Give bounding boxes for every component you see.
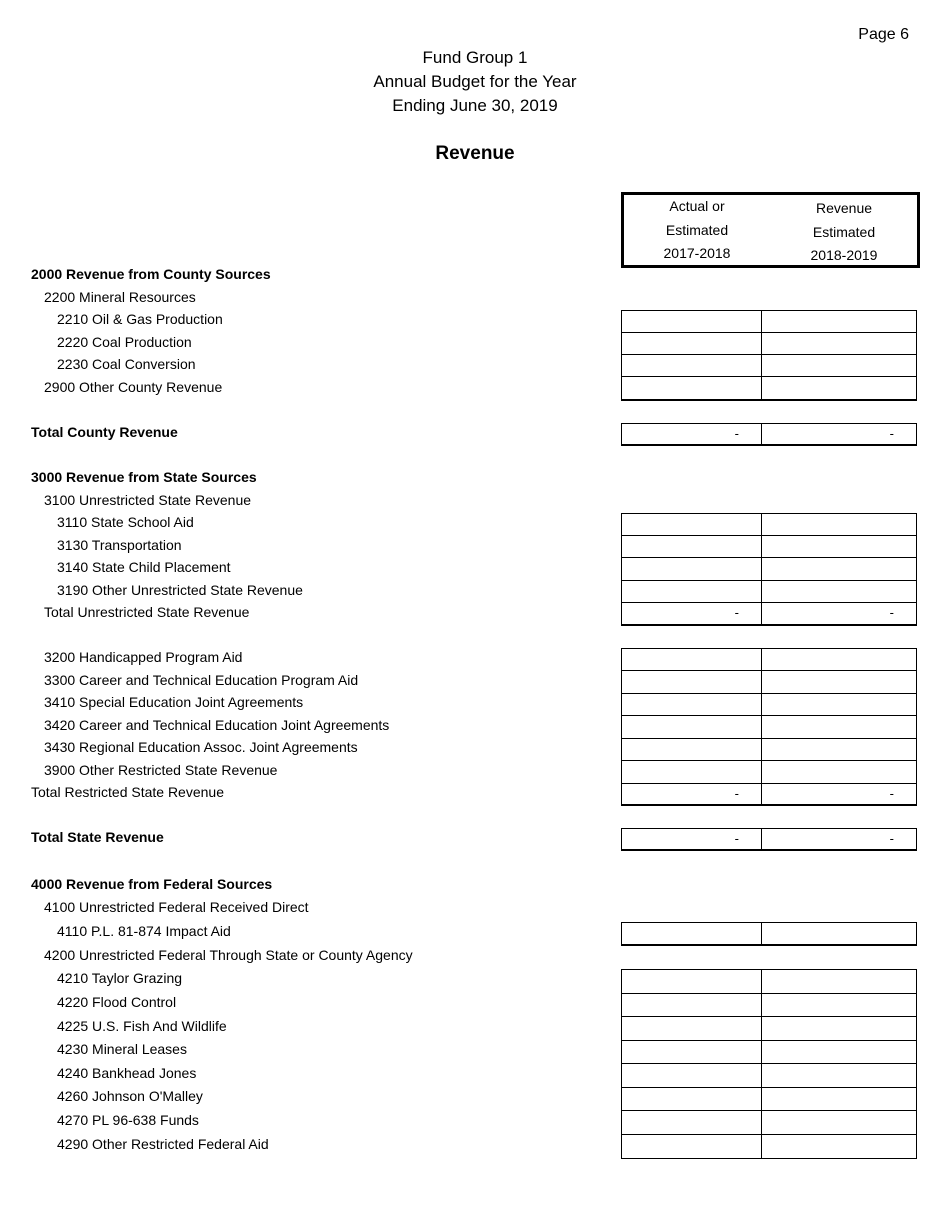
- column-header-actual: [624, 195, 770, 266]
- row-2900-cells: [621, 376, 917, 401]
- total-state-label: Total State Revenue: [31, 829, 164, 845]
- row-2230-label: 2230 Coal Conversion: [57, 356, 196, 372]
- col1-line2: Estimated: [665, 221, 729, 238]
- total-actual: -: [622, 829, 762, 849]
- row-4230-label: 4230 Mineral Leases: [57, 1041, 187, 1057]
- row-3300-label: 3300 Career and Technical Education Program Aid: [44, 672, 359, 688]
- row-3130-cells: [621, 535, 917, 558]
- row-4230-cells: [621, 1040, 917, 1064]
- row-3110-cells: [621, 513, 917, 536]
- cell-actual[interactable]: [622, 514, 762, 535]
- section-heading: Revenue: [435, 143, 515, 164]
- row-3900-cells: [621, 760, 917, 784]
- total-actual: -: [622, 784, 762, 804]
- row-3130-label: 3130 Transportation: [57, 537, 182, 553]
- col2-line3: 2018-2019: [810, 247, 878, 263]
- cell-estimated[interactable]: [762, 581, 916, 602]
- total-estimated: -: [889, 426, 894, 441]
- row-4220-label: 4220 Flood Control: [57, 994, 177, 1010]
- cell-estimated[interactable]: [762, 671, 916, 693]
- row-4260-label: 4260 Johnson O'Malley: [57, 1088, 203, 1104]
- row-4210-label: 4210 Taylor Grazing: [57, 970, 183, 986]
- row-4110-cells: [621, 922, 917, 946]
- cell-estimated[interactable]: [762, 333, 916, 354]
- row-4240-label: 4240 Bankhead Jones: [57, 1065, 197, 1081]
- cell-estimated[interactable]: [762, 1064, 916, 1087]
- cell-actual[interactable]: [622, 671, 762, 693]
- row-3100-label: 3100 Unrestricted State Revenue: [44, 492, 252, 508]
- state-header: 3000 Revenue from State Sources: [31, 469, 257, 485]
- cell-actual[interactable]: [622, 649, 762, 670]
- row-4225-label: 4225 U.S. Fish And Wildlife: [57, 1018, 227, 1034]
- row-4270-label: 4270 PL 96-638 Funds: [57, 1112, 199, 1128]
- total-estimated: -: [889, 605, 894, 620]
- col1-line3: 2017-2018: [663, 245, 731, 261]
- cell-estimated[interactable]: [762, 994, 916, 1016]
- row-3190-cells: [621, 580, 917, 603]
- cell-actual[interactable]: [622, 716, 762, 738]
- cell-actual[interactable]: [622, 994, 762, 1016]
- cell-actual[interactable]: [622, 739, 762, 760]
- row-2230-cells: [621, 354, 917, 377]
- row-3900-label: 3900 Other Restricted State Revenue: [44, 762, 278, 778]
- cell-actual[interactable]: [622, 377, 762, 399]
- row-4225-cells: [621, 1016, 917, 1041]
- total-restricted-state-cells: [621, 783, 917, 806]
- cell-actual[interactable]: [622, 333, 762, 354]
- row-2200-label: 2200 Mineral Resources: [44, 289, 196, 305]
- col2-line2: Estimated: [812, 223, 876, 240]
- row-2210-label: 2210 Oil & Gas Production: [57, 311, 223, 327]
- cell-estimated[interactable]: [762, 739, 916, 760]
- cell-estimated[interactable]: [762, 761, 916, 783]
- column-header-revenue: [771, 197, 917, 268]
- cell-actual[interactable]: [622, 970, 762, 993]
- cell-estimated[interactable]: [762, 1088, 916, 1110]
- row-4200-label: 4200 Unrestricted Federal Through State or County Agency: [44, 947, 413, 963]
- federal-header: 4000 Revenue from Federal Sources: [31, 876, 273, 892]
- cell-actual[interactable]: [622, 355, 762, 376]
- cell-estimated[interactable]: [762, 355, 916, 376]
- cell-actual[interactable]: [622, 1111, 762, 1134]
- row-3140-cells: [621, 557, 917, 581]
- row-4110-label: 4110 P.L. 81-874 Impact Aid: [57, 923, 231, 939]
- row-4290-cells: [621, 1134, 917, 1159]
- cell-actual[interactable]: [622, 311, 762, 332]
- total-actual: -: [622, 603, 762, 624]
- row-3430-label: 3430 Regional Education Assoc. Joint Agreements: [44, 739, 358, 755]
- total-unrestricted-state-label: Total Unrestricted State Revenue: [44, 604, 250, 620]
- row-4260-cells: [621, 1087, 917, 1111]
- cell-estimated[interactable]: [762, 1017, 916, 1040]
- row-4290-label: 4290 Other Restricted Federal Aid: [57, 1136, 269, 1152]
- title-line-2: Annual Budget for the Year: [373, 72, 577, 91]
- cell-actual[interactable]: [622, 1041, 762, 1063]
- row-3110-label: 3110 State School Aid: [57, 514, 194, 530]
- total-state-cells: [621, 828, 917, 851]
- cell-estimated[interactable]: [762, 649, 916, 670]
- row-4220-cells: [621, 993, 917, 1017]
- cell-actual[interactable]: [622, 1064, 762, 1087]
- cell-estimated[interactable]: [762, 514, 916, 535]
- cell-estimated[interactable]: [762, 1111, 916, 1134]
- row-4100-label: 4100 Unrestricted Federal Received Direct: [44, 899, 309, 915]
- cell-estimated[interactable]: [762, 923, 916, 944]
- cell-actual[interactable]: [622, 923, 762, 944]
- total-estimated: -: [889, 831, 894, 846]
- total-county-cells: [621, 423, 917, 446]
- cell-actual[interactable]: [622, 581, 762, 602]
- page-number: Page 6: [858, 26, 909, 43]
- row-4210-cells: [621, 969, 917, 994]
- row-3430-cells: [621, 738, 917, 761]
- row-2900-label: 2900 Other County Revenue: [44, 379, 223, 395]
- row-3420-cells: [621, 715, 917, 739]
- row-2220-label: 2220 Coal Production: [57, 334, 192, 350]
- cell-actual[interactable]: [622, 1135, 762, 1158]
- total-restricted-state-label: Total Restricted State Revenue: [31, 784, 224, 800]
- row-2220-cells: [621, 332, 917, 355]
- row-3190-label: 3190 Other Unrestricted State Revenue: [57, 582, 303, 598]
- cell-actual[interactable]: [622, 536, 762, 557]
- total-estimated: -: [889, 786, 894, 801]
- title-line-3: Ending June 30, 2019: [392, 96, 558, 115]
- cell-estimated[interactable]: [762, 694, 916, 715]
- row-3200-label: 3200 Handicapped Program Aid: [44, 649, 243, 665]
- cell-estimated[interactable]: [762, 1041, 916, 1063]
- county-header: 2000 Revenue from County Sources: [31, 266, 271, 282]
- cell-actual[interactable]: [622, 1017, 762, 1040]
- cell-estimated[interactable]: [762, 311, 916, 332]
- cell-actual[interactable]: [622, 558, 762, 580]
- row-3410-cells: [621, 693, 917, 716]
- row-4270-cells: [621, 1110, 917, 1135]
- total-county-label: Total County Revenue: [31, 424, 178, 440]
- cell-actual[interactable]: [622, 694, 762, 715]
- row-3140-label: 3140 State Child Placement: [57, 559, 231, 575]
- title-line-1: Fund Group 1: [422, 48, 528, 67]
- cell-estimated[interactable]: [762, 1135, 916, 1158]
- col2-line1: Revenue: [815, 200, 873, 216]
- row-3300-cells: [621, 670, 917, 694]
- cell-actual[interactable]: [622, 761, 762, 783]
- row-2210-cells: [621, 310, 917, 333]
- cell-estimated[interactable]: [762, 558, 916, 580]
- cell-estimated[interactable]: [762, 716, 916, 738]
- row-3420-label: 3420 Career and Technical Education Joint Agreements: [44, 717, 390, 733]
- cell-estimated[interactable]: [762, 970, 916, 993]
- cell-estimated[interactable]: [762, 536, 916, 557]
- total-unrestricted-state-cells: [621, 602, 917, 626]
- row-4240-cells: [621, 1063, 917, 1088]
- row-3200-cells: [621, 648, 917, 671]
- column-header-box: [621, 192, 920, 268]
- cell-actual[interactable]: [622, 1088, 762, 1110]
- cell-estimated[interactable]: [762, 377, 916, 399]
- row-3410-label: 3410 Special Education Joint Agreements: [44, 694, 304, 710]
- col1-line1: Actual or: [669, 198, 725, 214]
- total-actual: -: [622, 424, 762, 444]
